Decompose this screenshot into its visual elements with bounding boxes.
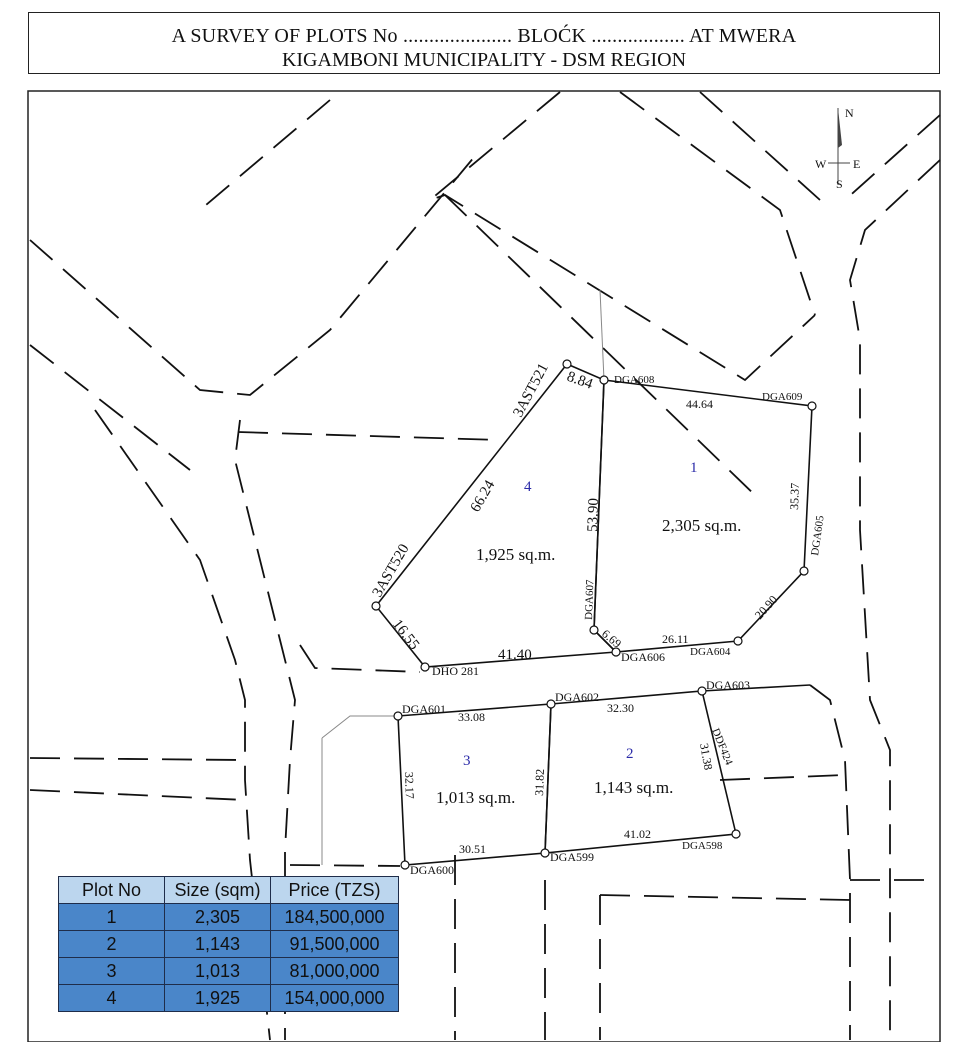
plot-area: 1,013 sq.m.: [436, 788, 516, 807]
plot-number: 1: [690, 460, 698, 476]
beacon-marker: [800, 567, 808, 575]
distance-label: 31.38: [697, 742, 716, 772]
table-cell: 2,305: [165, 904, 271, 931]
table-cell: 4: [59, 985, 165, 1012]
beacon-label: DGA605: [809, 514, 827, 557]
distance-label: 26.11: [662, 632, 689, 646]
beacon-marker: [563, 360, 571, 368]
road-edge: [290, 865, 400, 866]
distance-label: 32.30: [607, 701, 634, 715]
table-row: [59, 904, 399, 931]
beacon-marker: [600, 376, 608, 384]
distance-label: 66.24: [467, 477, 499, 515]
table-cell: 1,143: [165, 931, 271, 958]
column-header: Price (TZS): [271, 877, 399, 904]
plot-price-table: [58, 876, 399, 1012]
column-header: Size (sqm): [165, 877, 271, 904]
road-edge: [850, 160, 940, 1040]
beacon-marker: [401, 861, 409, 869]
table-header-row: [59, 877, 399, 904]
table-row: [59, 958, 399, 985]
road-edge: [700, 92, 820, 200]
beacon-label: DGA608: [614, 374, 655, 386]
road-edge: [810, 685, 850, 1040]
beacon-label: DGA599: [550, 850, 594, 864]
beacon-marker: [372, 602, 380, 610]
distance-label: 44.64: [686, 397, 713, 411]
beacon-label: 3AST521: [510, 360, 552, 420]
beacon-label: DGA603: [706, 678, 750, 692]
distance-label: 33.08: [458, 710, 485, 724]
table-cell: 81,000,000: [271, 958, 399, 985]
road-edge: [30, 150, 480, 395]
plot-number: 2: [626, 746, 634, 762]
table-row: [59, 931, 399, 958]
compass-east-label: E: [853, 157, 861, 171]
distance-label: 53.90: [585, 497, 603, 533]
distance-label: 31.82: [532, 768, 547, 797]
road-edge: [300, 645, 420, 672]
distance-label: 6.69: [599, 626, 625, 651]
road-edge: [238, 432, 500, 440]
road-edge: [720, 775, 845, 780]
beacon-label: DGA606: [621, 650, 665, 664]
distance-label: 41.02: [624, 827, 651, 841]
road-edge: [30, 758, 240, 760]
beacon-marker: [547, 700, 555, 708]
table-cell: 1,013: [165, 958, 271, 985]
compass-south-label: S: [836, 177, 843, 191]
beacon-label: DGA607: [583, 579, 597, 621]
column-header: Plot No: [59, 877, 165, 904]
beacon-label: DDF424: [709, 726, 735, 767]
map-title: A SURVEY OF PLOTS No ..................... BLOĆK .................. AT MWERA: [171, 25, 797, 47]
beacon-label: DGA598: [682, 840, 723, 852]
road-edge: [30, 790, 245, 800]
road-edge: [200, 100, 330, 210]
plot-number: 4: [524, 479, 532, 495]
table-row: [59, 985, 399, 1012]
table-cell: 91,500,000: [271, 931, 399, 958]
beacon-marker: [808, 402, 816, 410]
table-cell: 154,000,000: [271, 985, 399, 1012]
compass-north-label: N: [845, 106, 854, 120]
beacon-label: DGA601: [402, 702, 446, 716]
table-cell: 184,500,000: [271, 904, 399, 931]
beacon-marker: [421, 663, 429, 671]
map-subtitle: KIGAMBONI MUNICIPALITY - DSM REGION: [281, 49, 687, 71]
thin-line: [322, 716, 398, 738]
distance-label: 30.51: [459, 842, 486, 856]
beacon-marker: [698, 687, 706, 695]
beacon-label: DGA602: [555, 690, 599, 704]
beacon-label: DGA604: [690, 646, 731, 658]
plot-4-boundary: [376, 364, 616, 667]
beacon-label: DHO 281: [432, 664, 479, 678]
beacon-marker: [732, 830, 740, 838]
plot-area: 2,305 sq.m.: [662, 516, 742, 535]
distance-label: 16.55: [388, 616, 423, 654]
road-edge: [620, 92, 815, 315]
thin-line: [600, 290, 604, 380]
distance-label: 32.17: [402, 771, 417, 800]
distance-label: 8.84: [564, 368, 595, 393]
plot-number: 3: [463, 753, 471, 769]
beacon-marker: [590, 626, 598, 634]
road-edge: [600, 895, 850, 900]
beacon-marker: [734, 637, 742, 645]
beacon-label: DGA600: [410, 863, 454, 877]
beacon-label: DGA609: [762, 391, 803, 403]
table-cell: 1: [59, 904, 165, 931]
table-cell: 2: [59, 931, 165, 958]
beacon-label: 3AST520: [369, 541, 413, 600]
distance-label: 35.37: [787, 482, 802, 511]
plot-area: 1,143 sq.m.: [594, 778, 674, 797]
compass-west-label: W: [815, 157, 827, 171]
road-edge: [30, 345, 190, 470]
beacon-marker: [541, 849, 549, 857]
north-arrow-icon: [838, 108, 842, 148]
beacon-marker: [394, 712, 402, 720]
thin-boundary-lines: [322, 290, 604, 865]
table-cell: 1,925: [165, 985, 271, 1012]
table-cell: 3: [59, 958, 165, 985]
distance-label: 20.90: [751, 592, 781, 623]
plot-area: 1,925 sq.m.: [476, 545, 556, 564]
plot-3-boundary: [398, 704, 551, 865]
compass-rose: [815, 106, 860, 191]
distance-label: 41.40: [498, 647, 532, 663]
